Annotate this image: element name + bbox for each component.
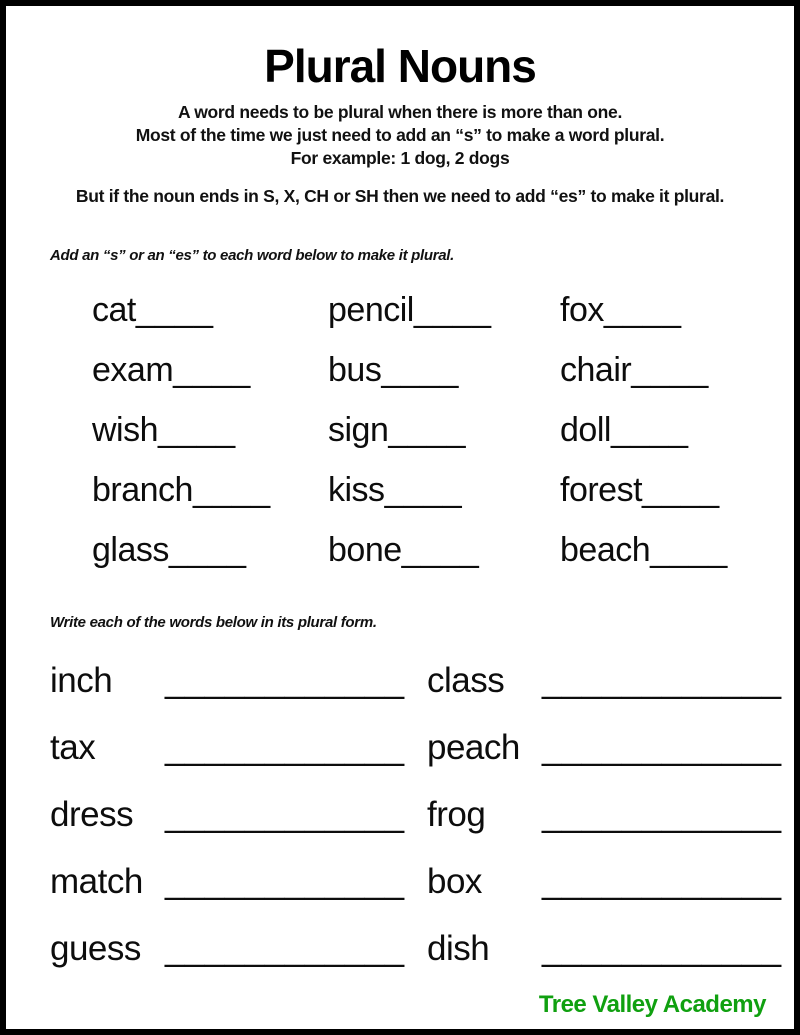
word-label: pencil [328, 291, 414, 329]
page-title: Plural Nouns [264, 40, 536, 92]
word-label: forest [560, 471, 643, 509]
answer-blank: ____ [168, 531, 247, 569]
word-label: bone [328, 531, 402, 569]
answer-blank: ____ [135, 291, 214, 329]
answer-blank: ____ [388, 411, 467, 449]
word-item [92, 400, 328, 460]
answer-blank: ____________ [165, 728, 405, 767]
answer-blank: ____ [401, 531, 480, 569]
answer-blank: ____________ [165, 862, 405, 901]
word-label: exam [92, 351, 174, 389]
answer-blank: ____ [381, 351, 459, 389]
answer-blank: ____ [610, 411, 689, 449]
word-label: wish [92, 411, 159, 449]
word-item [328, 280, 560, 340]
word-label: bus [328, 351, 382, 389]
word-item [92, 520, 328, 580]
word-item [92, 340, 328, 400]
intro-text [6, 101, 794, 170]
word-item [328, 460, 560, 520]
section1-instruction: Add an “s” or an “es” to each word below to make it plural. [50, 247, 455, 264]
word-label: dish [427, 929, 490, 968]
answer-blank: ____ [413, 291, 492, 329]
intro-line: Most of the time we just need to add an “s” to make a word plural. [135, 125, 665, 145]
word-label: inch [50, 661, 113, 700]
word-item [328, 400, 560, 460]
answer-blank: ____ [603, 291, 682, 329]
word-label: match [50, 862, 143, 901]
word-item [328, 340, 560, 400]
word-item [560, 520, 794, 580]
answer-blank: ____________ [165, 929, 405, 968]
word-label: guess [50, 929, 141, 968]
answer-blank: ____________ [165, 795, 405, 834]
word-label: glass [92, 531, 169, 569]
word-label: peach [427, 728, 520, 767]
brand-footer: Tree Valley Academy [538, 991, 766, 1018]
word-label: fox [560, 291, 604, 329]
answer-blank: ____ [650, 531, 728, 569]
intro-line: A word needs to be plural when there is more than one. [177, 102, 623, 122]
word-label: dress [50, 795, 134, 834]
answer-blank: ____ [631, 351, 709, 389]
word-label: branch [92, 471, 193, 509]
word-label: frog [427, 795, 486, 834]
answer-blank: ____________ [542, 661, 782, 700]
word-label: tax [50, 728, 96, 767]
answer-blank: ____ [173, 351, 251, 389]
answer-blank: ____ [642, 471, 720, 509]
rule-note: But if the noun ends in S, X, CH or SH then we need to add “es” to make it plural. [75, 186, 725, 206]
word-label: kiss [328, 471, 385, 509]
section2-word-grid [50, 647, 794, 982]
answer-blank: ____________ [542, 728, 782, 767]
answer-blank: ____________ [165, 661, 405, 700]
word-item [560, 340, 794, 400]
intro-line: For example: 1 dog, 2 dogs [290, 148, 510, 168]
word-label: class [427, 661, 505, 700]
word-label: cat [92, 291, 136, 329]
word-label: box [427, 862, 482, 901]
answer-blank: ____________ [542, 795, 782, 834]
word-item [92, 460, 328, 520]
answer-blank: ____________ [542, 929, 782, 968]
word-item [560, 400, 794, 460]
answer-blank: ____ [158, 411, 236, 449]
section1-word-grid [92, 280, 794, 580]
section2-instruction: Write each of the words below in its plural form. [50, 614, 377, 631]
answer-blank: ____ [384, 471, 463, 509]
word-item [328, 520, 560, 580]
word-label: beach [560, 531, 651, 569]
word-label: chair [560, 351, 632, 389]
answer-blank: ____________ [542, 862, 782, 901]
word-item [560, 460, 794, 520]
word-label: doll [560, 411, 611, 449]
word-item [92, 280, 328, 340]
word-label: sign [328, 411, 389, 449]
answer-blank: ____ [192, 471, 271, 509]
word-item [560, 280, 794, 340]
